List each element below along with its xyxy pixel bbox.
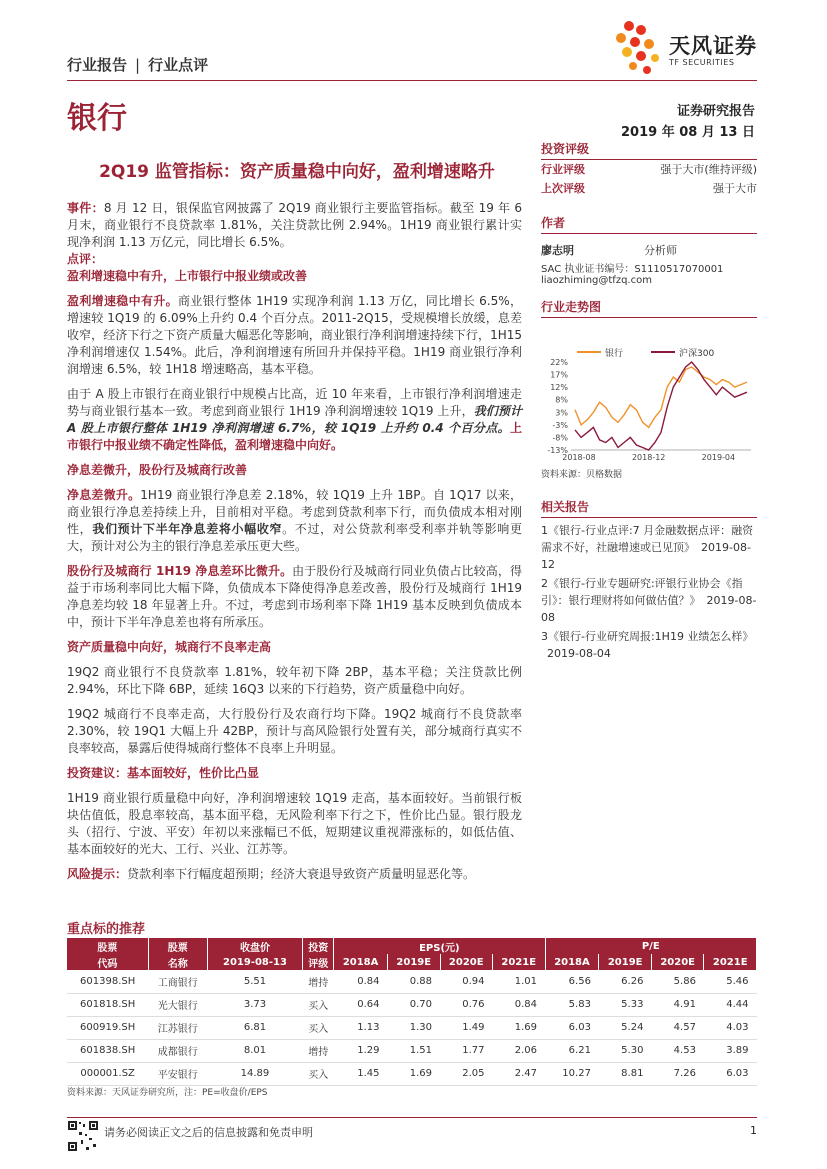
th-sub-2: 2019-08-13 (207, 954, 303, 970)
event-label: 事件： (67, 201, 104, 215)
table-note: 资料来源：天风证券研究所，注：PE=收盘价/EPS (67, 1088, 268, 1098)
th-pe: P/E (545, 938, 756, 954)
nim-forecast: 我们预计下半年净息差将小幅收窄 (92, 522, 283, 536)
y-tick-label: 22% (550, 358, 568, 367)
table-cell: 6.26 (599, 970, 652, 993)
th-stock-name: 股票 (148, 938, 207, 954)
table-cell: 2.05 (440, 1062, 493, 1085)
th-sub-8: 2018A (545, 954, 599, 970)
legend-label: 银行 (605, 349, 624, 359)
y-tick-label: -8% (552, 433, 568, 443)
trend-source: 资料来源：贝格数据 (541, 470, 623, 480)
th-sub-3: 评级 (303, 954, 334, 970)
page-number: 1 (750, 1124, 757, 1137)
y-tick-label: -13% (547, 446, 568, 455)
report-date: 2019 年 08 月 13 日 (621, 125, 755, 140)
table-cell: 6.03 (704, 1062, 757, 1085)
analyst-email[interactable]: liaozhiming@tfzq.com (541, 275, 652, 286)
table-cell: 3.73 (207, 993, 303, 1016)
th-sub-5: 2019E (388, 954, 441, 970)
related-title: 相关报告 (541, 498, 757, 518)
related-report-title: 3《银行-行业研究周报:1H19 业绩怎么样》 (541, 630, 754, 643)
th-stock-code: 股票 (67, 938, 148, 954)
related-report-item[interactable] (541, 522, 757, 573)
investment-paragraph: 1H19 商业银行质量稳中向好，净利润增速较 1Q19 走高，基本面较好。当前银行板块估值低，股息率较高，基本面平稳，无风险利率下行之下，性价比凸显。银行股龙头（招行、宁波、平安）年初以来涨幅已不低，短期建议重视滞涨标的，如低估值、基本面较好的光大、工行、兴业、江苏等。 (67, 791, 522, 856)
table-cell: 1.77 (440, 1039, 493, 1062)
table-cell: 6.21 (545, 1039, 599, 1062)
th-close: 收盘价 (207, 938, 303, 954)
table-cell: 0.94 (440, 970, 493, 993)
series-line (575, 362, 747, 450)
table-cell: 成都银行 (148, 1039, 207, 1062)
table-row (67, 1062, 757, 1085)
table-cell: 1.51 (388, 1039, 441, 1062)
table-cell: 5.86 (651, 970, 704, 993)
analyst-cert: SAC 执业证书编号：S1110517070001 (541, 264, 724, 275)
th-eps: EPS(元) (334, 938, 545, 954)
analyst-row (541, 242, 757, 258)
industry-trend-chart (541, 322, 757, 462)
listed-banks-paragraph (67, 386, 522, 454)
listed-banks-text: 由于 A 股上市银行在商业银行中规模占比高，近 10 年来看，上市银行净利润增速走势与商业银行基本一致。考虑到商业银行 1H19 净利润增速较 1Q19 上升， (67, 387, 522, 418)
table-cell: 1.49 (440, 1016, 493, 1039)
separator: | (135, 56, 141, 74)
table-cell: 5.46 (704, 970, 757, 993)
table-cell: 5.33 (599, 993, 652, 1016)
industry-rating-row (541, 160, 757, 179)
joint-stock-text: 由于股份行及城商行同业负债占比较高，得益于市场利率同比大幅下降，负债成本下降使得净息差改善，股份行及城商行 1H19 净息差均较 18 年显著上升。不过，考虑到市场利率下降 1H19 基本反映到负债成本中，预计下半年净息差也将有所承压。 (67, 564, 522, 629)
nim-tail: 。不过，对公贷款利率受利率并轨等影响更大，预计对公为主的银行净息差承压更大些。 (67, 522, 522, 553)
nim-text: 1H19 商业银行净息差 2.18%，较 1Q19 上升 1BP。自 1Q17 以来，商业银行净息差持续上升，目前相对平稳。考虑到贷款利率下行，而负债成本相对刚性， (67, 488, 522, 536)
table-cell: 1.69 (388, 1062, 441, 1085)
author-panel (541, 214, 757, 286)
nim-lead: 净息差微升。 (67, 488, 141, 502)
joint-stock-lead: 股份行及城商行 1H19 净息差环比微升。 (67, 564, 293, 578)
company-logo (611, 18, 771, 76)
table-row (67, 1039, 757, 1062)
prev-rating-row (541, 179, 757, 198)
table-cell: 0.64 (334, 993, 388, 1016)
th-sub-11: 2021E (704, 954, 757, 970)
table-cell: 000001.SZ (67, 1062, 148, 1085)
profit-lead: 盈利增速稳中有升。 (67, 294, 178, 308)
table-cell: 6.56 (545, 970, 599, 993)
table-header-row-2 (67, 954, 757, 970)
comment-label: 点评： (67, 252, 104, 266)
event-paragraph (67, 200, 522, 251)
table-cell: 1.13 (334, 1016, 388, 1039)
section-title-profit: 盈利增速稳中有升，上市银行中报业绩或改善 (67, 269, 308, 283)
table-cell: 4.57 (651, 1016, 704, 1039)
prev-rating-label: 上次评级 (541, 182, 585, 195)
table-body (67, 970, 757, 1085)
series-line (575, 367, 747, 427)
logo-mark-icon (611, 18, 667, 76)
table-cell: 601818.SH (67, 993, 148, 1016)
logo-text-cn: 天风证券 (669, 34, 757, 58)
footer-disclaimer: 请务必阅读正文之后的信息披露和免责申明 (104, 1126, 313, 1139)
section-title-investment: 投资建议：基本面较好，性价比凸显 (67, 766, 260, 780)
table-cell: 4.53 (651, 1039, 704, 1062)
related-report-date: 2019-08-12 (541, 541, 751, 571)
report-type: 证券研究报告 (676, 104, 755, 119)
profit-text: 商业银行整体 1H19 实现净利润 1.13 万亿，同比增长 6.5%，增速较 1Q19 的 6.09%上升约 0.4 个百分点。2011-2Q15，受规模增长放缓，息差收窄，经济下行之下资产质量大幅恶化等影响，商业银行净利润增速持续下行，1H15 净利润增速仅 1.54%。此后，净利润增速有所回升并保持平稳。1H19 商业银行净利润增速 6.5%，较 1H18 增速略高，基本平稳。 (67, 294, 522, 376)
prev-rating-value: 强于大市 (713, 182, 757, 195)
related-report-title: 2《银行-行业专题研究:评银行业协会《指引》：银行理财将如何做估值？》 (541, 577, 743, 607)
table-cell: 2.06 (493, 1039, 546, 1062)
related-report-date: 2019-08-04 (547, 647, 611, 660)
table-cell: 601838.SH (67, 1039, 148, 1062)
joint-stock-paragraph (67, 563, 522, 631)
table-cell: 买入 (303, 993, 334, 1016)
report-category (67, 54, 208, 75)
table-cell: 0.84 (334, 970, 388, 993)
main-body (67, 200, 522, 891)
profit-paragraph (67, 293, 522, 378)
footer-divider (67, 1117, 757, 1118)
city-bank-paragraph: 19Q2 城商行不良率走高，大行股份行及农商行均下降。19Q2 城商行不良贷款率 2.30%，较 19Q1 大幅上升 42BP，预计与高风险银行处置有关，部分城商行真实不良率较高，暴露后使得城商行整体不良率上升明显。 (67, 707, 522, 755)
table-cell: 1.01 (493, 970, 546, 993)
report-category-label: 行业报告 (67, 56, 128, 74)
listed-banks-conclusion: 上市银行中报业绩不确定性降低，盈利增速稳中向好。 (67, 421, 522, 452)
table-cell: 14.89 (207, 1062, 303, 1085)
header-divider (67, 80, 757, 81)
th-sub-9: 2019E (599, 954, 652, 970)
industry-rating-value: 强于大市(维持评级) (660, 163, 757, 176)
table-cell: 0.84 (493, 993, 546, 1016)
analyst-role: 分析师 (644, 244, 677, 257)
report-subcategory-label: 行业点评 (148, 56, 209, 74)
table-cell: 8.81 (599, 1062, 652, 1085)
table-cell: 8.01 (207, 1039, 303, 1062)
x-tick-label: 2019-04 (701, 453, 736, 462)
stock-table (67, 938, 757, 1086)
table-cell: 1.29 (334, 1039, 388, 1062)
table-row (67, 993, 757, 1016)
table-cell: 5.83 (545, 993, 599, 1016)
y-tick-label: 8% (555, 395, 568, 405)
rating-panel (541, 140, 757, 198)
nim-paragraph (67, 487, 522, 555)
table-row (67, 970, 757, 993)
related-report-item[interactable] (541, 575, 757, 626)
qr-code-icon (67, 1120, 99, 1152)
table-cell: 1.45 (334, 1062, 388, 1085)
table-cell: 平安银行 (148, 1062, 207, 1085)
legend-label: 沪深300 (679, 349, 715, 359)
table-cell: 江苏银行 (148, 1016, 207, 1039)
table-cell: 601398.SH (67, 970, 148, 993)
x-tick-label: 2018-08 (562, 453, 596, 462)
table-cell: 买入 (303, 1062, 334, 1085)
table-cell: 5.30 (599, 1039, 652, 1062)
table-cell: 1.30 (388, 1016, 441, 1039)
related-report-title: 1《银行-行业点评:7 月金融数据点评：融资需求不好，社融增速或已见顶》 (541, 524, 754, 554)
th-rating: 投资 (303, 938, 334, 954)
table-cell: 3.89 (704, 1039, 757, 1062)
section-title-asset-quality: 资产质量稳中向好，城商行不良率走高 (67, 640, 272, 654)
table-cell: 6.03 (545, 1016, 599, 1039)
table-cell: 5.24 (599, 1016, 652, 1039)
table-cell: 7.26 (651, 1062, 704, 1085)
table-cell: 4.44 (704, 993, 757, 1016)
report-headline: 2Q19 监管指标：资产质量稳中向好，盈利增速略升 (99, 162, 495, 182)
sector-title: 银行 (67, 101, 127, 136)
related-reports-list (541, 522, 757, 662)
table-cell: 0.76 (440, 993, 493, 1016)
table-cell: 增持 (303, 1039, 334, 1062)
table-cell: 10.27 (545, 1062, 599, 1085)
table-cell: 4.91 (651, 993, 704, 1016)
related-panel (541, 498, 757, 664)
table-cell: 光大银行 (148, 993, 207, 1016)
table-cell: 增持 (303, 970, 334, 993)
event-text: 8 月 12 日，银保监官网披露了 2Q19 商业银行主要监管指标。截至 19 年 6 月末，商业银行不良贷款率 1.81%，关注贷款比例 2.94%。1H19 商业银行累计实现净利润 1.13 万亿元，同比增长 6.5%。 (67, 201, 522, 249)
th-sub-1: 名称 (148, 954, 207, 970)
table-cell: 4.03 (704, 1016, 757, 1039)
th-sub-4: 2018A (334, 954, 388, 970)
npl-paragraph: 19Q2 商业银行不良贷款率 1.81%，较年初下降 2BP，基本平稳；关注贷款比例 2.94%，环比下降 6BP，延续 16Q3 以来的下行趋势，资产质量稳中向好。 (67, 665, 522, 696)
th-sub-7: 2021E (493, 954, 546, 970)
table-header-row-1 (67, 938, 757, 954)
th-sub-10: 2020E (651, 954, 704, 970)
table-cell: 0.70 (388, 993, 441, 1016)
x-tick-label: 2018-12 (631, 453, 666, 462)
table-cell: 工商银行 (148, 970, 207, 993)
th-sub-6: 2020E (440, 954, 493, 970)
table-title: 重点标的推荐 (67, 922, 146, 937)
table-cell: 600919.SH (67, 1016, 148, 1039)
risk-text: 贷款利率下行幅度超预期；经济大衰退导致资产质量明显恶化等。 (127, 867, 476, 881)
table-cell: 1.69 (493, 1016, 546, 1039)
logo-text-en: TF SECURITIES (669, 58, 735, 67)
th-sub-0: 代码 (67, 954, 148, 970)
analyst-name: 廖志明 (541, 244, 574, 257)
related-report-date: 2019-08-08 (541, 594, 757, 624)
y-tick-label: 17% (550, 370, 568, 380)
trend-title: 行业走势图 (541, 298, 757, 318)
y-tick-label: 3% (555, 408, 568, 418)
listed-banks-forecast: 我们预计 A 股上市银行整体 1H19 净利润增速 6.7%，较 1Q19 上升约 0.4 个百分点。 (67, 404, 522, 435)
risk-label: 风险提示： (67, 867, 128, 881)
trend-panel (541, 298, 757, 480)
related-report-item[interactable] (541, 628, 757, 662)
industry-rating-label: 行业评级 (541, 163, 585, 176)
table-cell: 0.88 (388, 970, 441, 993)
y-tick-label: -3% (552, 420, 568, 430)
rating-title: 投资评级 (541, 140, 757, 160)
table-cell: 6.81 (207, 1016, 303, 1039)
section-title-nim: 净息差微升，股份行及城商行改善 (67, 463, 248, 477)
table-cell: 2.47 (493, 1062, 546, 1085)
author-title: 作者 (541, 214, 757, 234)
table-row (67, 1016, 757, 1039)
y-tick-label: 12% (550, 383, 568, 393)
table-cell: 5.51 (207, 970, 303, 993)
risk-paragraph (67, 866, 522, 883)
table-cell: 买入 (303, 1016, 334, 1039)
